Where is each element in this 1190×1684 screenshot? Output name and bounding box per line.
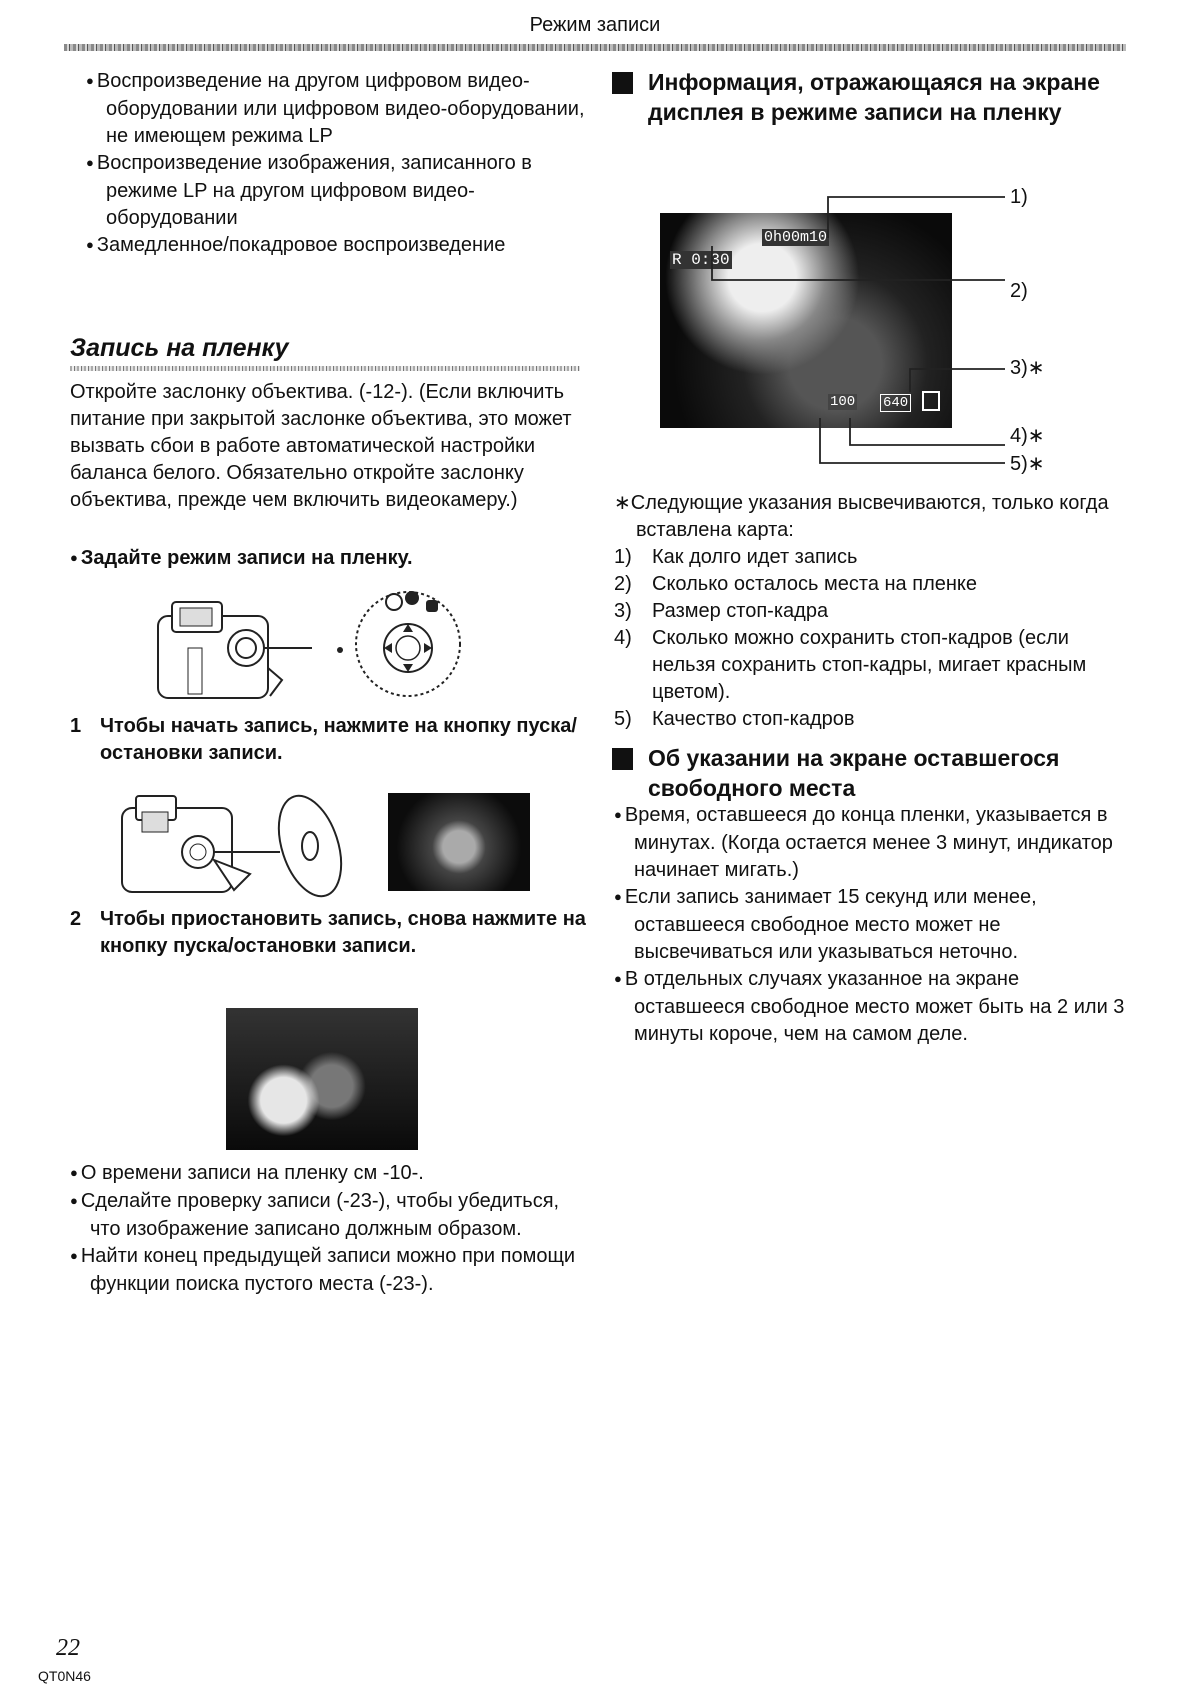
paused-scene-photo	[226, 1008, 418, 1150]
list-item: ● Замедленное/покадровое воспроизведение	[86, 232, 586, 260]
tape-remaining-indicator: R 0:30	[672, 251, 730, 269]
list-item: ● Сделайте проверку записи (-23-), чтобы убедиться, что изображение записано должным образом.	[70, 1188, 590, 1243]
callout-label-1: 1)	[1010, 186, 1028, 208]
step-text: Чтобы приостановить запись, снова нажмите на кнопку пуска/остановки записи.	[100, 908, 586, 957]
heading-display-info: Информация, отражающаяся на экране дисплея в режиме записи на пленку	[612, 67, 1168, 127]
camera-mode-dial-illustration	[150, 588, 480, 708]
heading-marker	[612, 748, 633, 770]
list-item: ● Воспроизведение изображения, записанного в режиме LP на другом цифровом видео-оборудовании	[86, 150, 586, 232]
remaining-space-bullets	[614, 802, 1134, 1048]
header-rule	[64, 44, 1126, 51]
step-number: 1	[70, 715, 82, 737]
section-rule	[70, 366, 580, 371]
list-item: ● Если запись занимает 15 секунд или менее, оставшееся свободное место может не высвечиваться или указываться неточно.	[614, 884, 1134, 966]
bottom-bullet-list	[70, 1160, 590, 1298]
card-note: ∗Следующие указания высвечиваются, только когда вставлена карта:	[614, 492, 1109, 541]
step-1	[70, 713, 620, 767]
callout-label-5: 5)∗	[1010, 453, 1045, 475]
callout-label-2: 2)	[1010, 280, 1028, 302]
record-time-indicator: 0h00m10	[764, 229, 828, 246]
heading-remaining-space: Об указании на экране оставшегося свободного места	[612, 743, 1168, 803]
photo-size-indicator: 640	[880, 394, 911, 412]
intro-paragraph: Откройте заслонку объектива. (-12-). (Если включить питание при закрытой заслонке объектива, это может вызвать сбои в работе автоматической настройки баланса белого. Обязательно откройте заслонку объектива, прежде чем включить видеокамеру.)	[70, 381, 572, 511]
list-item: 1) Как долго идет запись	[614, 546, 858, 568]
list-item: ● Время, оставшееся до конца пленки, указывается в минутах. (Когда остается менее 3 минут, индикатор начинает мигать.)	[614, 802, 1134, 884]
callout-label-3: 3)∗	[1010, 357, 1045, 379]
step-text: Чтобы начать запись, нажмите на кнопку пуска/остановки записи.	[100, 715, 577, 764]
document-code: QT0N46	[38, 1668, 91, 1684]
list-item: ● О времени записи на пленку см -10-.	[70, 1160, 590, 1188]
list-item: 4) Сколько можно сохранить стоп-кадров (если нельзя сохранить стоп-кадры, мигает красным цветом).	[614, 627, 1087, 703]
list-item: ● В отдельных случаях указанное на экране оставшееся свободное место может быть на 2 или 3 минуты короче, чем на самом деле.	[614, 966, 1134, 1048]
recording-scene-photo	[388, 793, 530, 891]
callout-lines	[700, 180, 1020, 470]
list-item: 2) Сколько осталось места на пленке	[614, 573, 977, 595]
page-number: 22	[56, 1635, 80, 1661]
heading-marker	[612, 72, 633, 94]
page-header-title: Режим записи	[529, 14, 661, 36]
top-bullet-list	[86, 68, 586, 260]
section-title: Запись на пленку	[70, 334, 289, 362]
list-item: ● Найти конец предыдущей записи можно при помощи функции поиска пустого места (-23-).	[70, 1243, 590, 1298]
camera-record-button-illustration	[110, 790, 360, 900]
step-number: 2	[70, 908, 82, 930]
step-2	[70, 906, 620, 960]
indicator-list	[614, 544, 1134, 734]
photo-count-indicator: 100	[830, 394, 856, 410]
list-item: ● Воспроизведение на другом цифровом видео-оборудовании или цифровом видео-оборудовании, не имеющем режима LP	[86, 68, 586, 150]
list-item: 3) Размер стоп-кадра	[614, 600, 829, 622]
callout-label-4: 4)∗	[1010, 425, 1045, 447]
set-mode-instruction: ● Задайте режим записи на пленку.	[70, 545, 610, 573]
list-item: 5) Качество стоп-кадров	[614, 708, 855, 730]
